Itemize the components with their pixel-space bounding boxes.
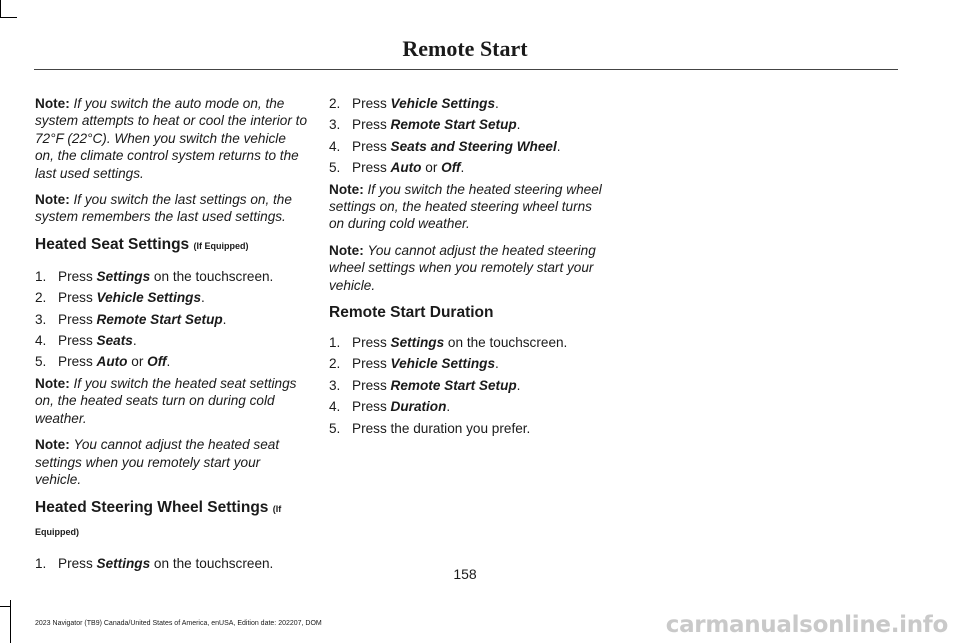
step-menu-item: Off bbox=[441, 160, 461, 176]
step-text: on the touchscreen. bbox=[150, 268, 274, 284]
step-item bbox=[329, 377, 604, 394]
step-number: 2. bbox=[329, 96, 341, 111]
step-text: Press bbox=[352, 377, 391, 393]
step-text: Press bbox=[352, 138, 391, 154]
step-text: Press bbox=[58, 354, 97, 370]
step-item bbox=[329, 355, 604, 372]
step-item bbox=[35, 332, 307, 349]
note bbox=[329, 242, 604, 294]
note-text: You cannot adjust the heated steering wheel settings when you remotely start your vehicle. bbox=[329, 242, 596, 293]
step-number: 1. bbox=[35, 268, 47, 284]
step-text: . bbox=[446, 399, 451, 415]
step-text: Press bbox=[58, 556, 97, 572]
step-text: . bbox=[222, 311, 227, 327]
step-text: on the touchscreen. bbox=[444, 335, 568, 351]
step-item bbox=[329, 116, 604, 133]
step-text: Press the duration you prefer. bbox=[352, 420, 531, 436]
note bbox=[329, 181, 604, 233]
note-label: Note: bbox=[35, 96, 70, 111]
step-text: . bbox=[166, 354, 171, 370]
step-menu-item: Off bbox=[147, 354, 167, 370]
note bbox=[35, 191, 307, 226]
note-label: Note: bbox=[35, 437, 70, 453]
step-number: 3. bbox=[329, 117, 341, 133]
step-text: on the touchscreen. bbox=[150, 556, 274, 572]
step-text: . bbox=[516, 377, 521, 393]
step-text: . bbox=[132, 333, 137, 349]
step-item bbox=[35, 311, 307, 328]
step-menu-item: Vehicle Settings bbox=[96, 290, 202, 306]
step-item bbox=[35, 268, 307, 285]
section-heading-duration bbox=[329, 303, 604, 322]
note-text: You cannot adjust the heated seat settings when you remotely start your vehicle. bbox=[35, 437, 280, 487]
step-item bbox=[329, 95, 604, 112]
step-item bbox=[329, 420, 604, 437]
note-label: Note: bbox=[35, 375, 70, 391]
step-item bbox=[35, 289, 307, 306]
step-number: 4. bbox=[329, 399, 341, 415]
note-text: If you switch the auto mode on, the system attempts to heat or cool the interior to 72°F (22°C). When you switch the vehicle on, the climate control system returns to the last used settings. bbox=[35, 96, 308, 181]
step-item bbox=[329, 398, 604, 415]
step-item bbox=[329, 138, 604, 155]
step-text: or bbox=[421, 160, 442, 176]
step-number: 3. bbox=[35, 311, 47, 327]
step-item bbox=[329, 159, 604, 176]
step-text: Press bbox=[352, 356, 391, 372]
step-number: 3. bbox=[329, 377, 341, 393]
step-number: 1. bbox=[35, 556, 47, 572]
step-text: Press bbox=[352, 399, 391, 415]
step-menu-item: Vehicle Settings bbox=[390, 96, 496, 111]
step-menu-item: Auto bbox=[390, 160, 422, 176]
step-text: Press bbox=[352, 117, 391, 133]
step-menu-item: Remote Start Setup bbox=[390, 377, 517, 393]
step-item bbox=[35, 353, 307, 370]
page-number: 158 bbox=[453, 566, 477, 582]
crop-mark bbox=[0, 606, 10, 607]
step-text: or bbox=[127, 354, 148, 370]
heading-qualifier: (If Equipped) bbox=[35, 504, 282, 538]
step-menu-item: Settings bbox=[390, 335, 445, 351]
edition-footer: 2023 Navigator (TB9) Canada/United States of America, enUSA, Edition date: 202207, DOM bbox=[35, 620, 322, 627]
step-menu-item: Auto bbox=[96, 354, 128, 370]
left-column bbox=[35, 95, 307, 577]
step-menu-item: Seats bbox=[96, 333, 133, 349]
step-text: Press bbox=[58, 333, 97, 349]
note bbox=[35, 436, 307, 488]
step-number: 5. bbox=[329, 420, 341, 436]
step-number: 2. bbox=[329, 356, 341, 372]
steps-list bbox=[329, 334, 604, 437]
step-text: Press bbox=[352, 335, 391, 351]
step-menu-item: Duration bbox=[390, 399, 447, 415]
step-number: 2. bbox=[35, 290, 47, 306]
section-heading-heated-seat bbox=[35, 235, 307, 256]
step-number: 4. bbox=[329, 138, 341, 154]
heading-text: Remote Start Duration bbox=[329, 304, 494, 322]
section-heading-heated-wheel bbox=[35, 497, 307, 543]
heading-text: Heated Steering Wheel Settings bbox=[35, 499, 269, 517]
step-number: 1. bbox=[329, 335, 341, 351]
note-text: If you switch the last settings on, the system remembers the last used settings. bbox=[35, 192, 292, 225]
step-menu-item: Settings bbox=[96, 556, 151, 572]
steps-list bbox=[35, 268, 307, 371]
step-text: Press bbox=[58, 311, 97, 327]
step-text: . bbox=[495, 356, 499, 372]
step-text: Press bbox=[352, 96, 391, 111]
step-menu-item: Remote Start Setup bbox=[390, 117, 517, 133]
note-label: Note: bbox=[329, 181, 364, 197]
note-text: If you switch the heated seat settings on, the heated seats turn on during cold weather. bbox=[35, 375, 297, 426]
note bbox=[35, 95, 307, 182]
step-text: . bbox=[201, 290, 205, 306]
step-menu-item: Vehicle Settings bbox=[390, 356, 496, 372]
note bbox=[35, 375, 307, 427]
heading-qualifier: (If Equipped) bbox=[193, 240, 249, 251]
crop-mark bbox=[0, 17, 17, 18]
right-column bbox=[329, 95, 604, 441]
crop-mark bbox=[0, 0, 1, 17]
step-text: Press bbox=[352, 160, 391, 176]
step-menu-item: Remote Start Setup bbox=[96, 311, 223, 327]
step-text: Press bbox=[58, 290, 97, 306]
step-text: . bbox=[495, 96, 499, 111]
step-number: 4. bbox=[35, 333, 47, 349]
note-label: Note: bbox=[35, 192, 70, 208]
step-item bbox=[329, 334, 604, 351]
watermark-logo: carmanualsonline.info bbox=[665, 612, 948, 638]
note-text: If you switch the heated steering wheel settings on, the heated steering wheel turns on during cold weather. bbox=[329, 181, 602, 232]
step-text: Press bbox=[58, 268, 97, 284]
step-number: 5. bbox=[329, 160, 341, 176]
step-menu-item: Settings bbox=[96, 268, 151, 284]
page-title: Remote Start bbox=[402, 36, 528, 61]
step-number: 5. bbox=[35, 354, 47, 370]
step-text: . bbox=[460, 160, 465, 176]
note-label: Note: bbox=[329, 242, 364, 258]
step-text: . bbox=[516, 117, 521, 133]
step-menu-item: Seats and Steering Wheel bbox=[390, 138, 557, 154]
heading-text: Heated Seat Settings bbox=[35, 235, 190, 253]
steps-list bbox=[329, 95, 604, 177]
header-divider bbox=[34, 69, 898, 70]
crop-mark bbox=[10, 600, 11, 643]
step-text: . bbox=[556, 138, 561, 154]
